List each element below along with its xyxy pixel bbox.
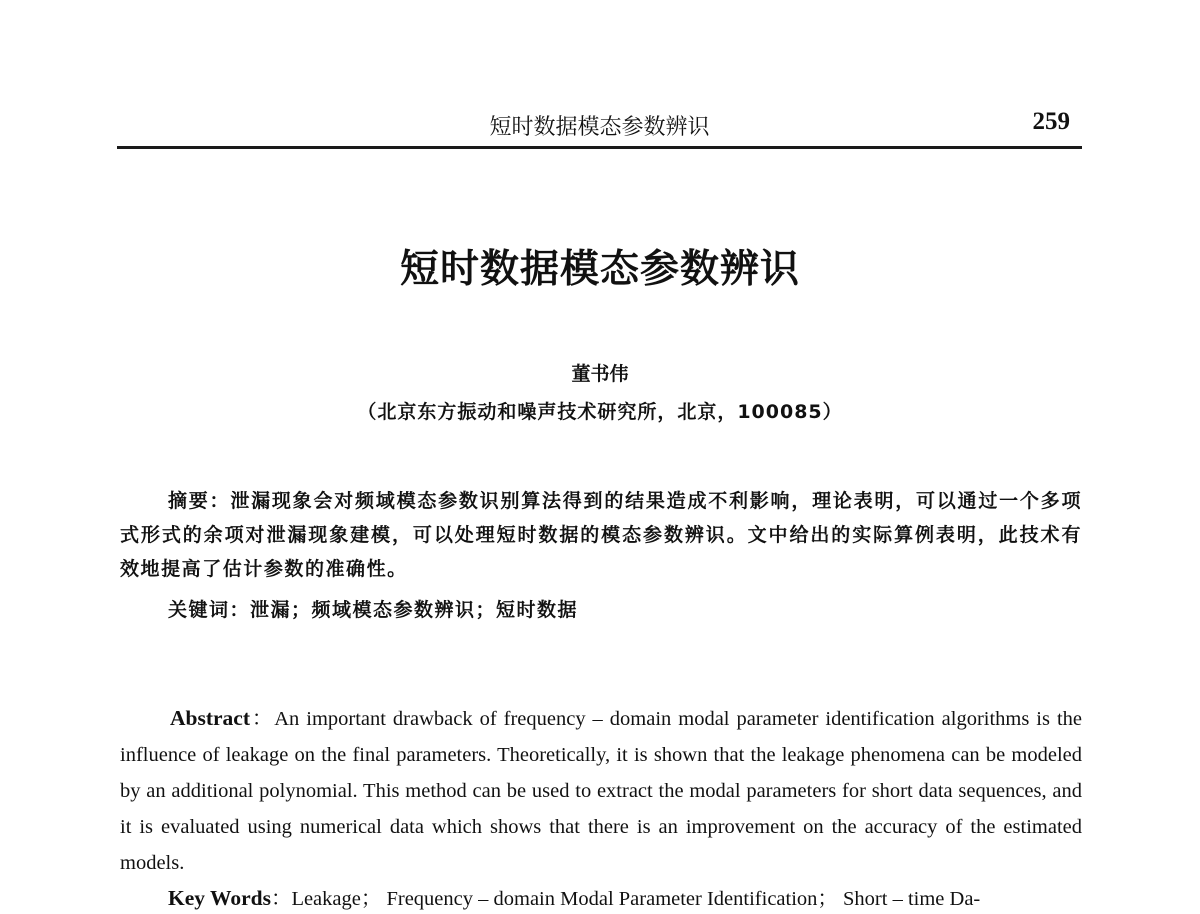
keywords-chinese-text: 泄漏；频域模态参数辨识；短时数据: [250, 599, 579, 621]
paper-title: 短时数据模态参数辨识: [399, 247, 800, 292]
abstract-english-text: An important drawback of frequency – domain modal parameter identification algorithms is the influence of leakage on the final parameters. Theoretically, it is shown that the leakage phenomena can be modeled by an additional polynomial. This method can be used to extract the modal parameters for short data sequences, and it is evaluated using numerical data which shows that there is an improvement on the accuracy of the estimated models.: [120, 708, 1082, 874]
running-title: 短时数据模态参数辨识: [489, 115, 710, 140]
keywords-english-text: Leakage； Frequency – domain Modal Parameter Identification； Short – time Da-: [291, 888, 981, 910]
author-affiliation: （北京东方振动和噪声技术研究所，北京，100085）: [357, 401, 843, 423]
abstract-chinese-text: 泄漏现象会对频域模态参数识别算法得到的结果造成不利影响，理论表明，可以通过一个多项式形式的余项对泄漏现象建模，可以处理短时数据的模态参数辨识。文中给出的实际算例表明，此技术有效地提高了估计参数的准确性。: [120, 490, 1082, 580]
keywords-chinese: [168, 595, 1082, 625]
keywords-chinese-label: 关键词：: [168, 599, 251, 621]
abstract-english-label: Abstract: [170, 706, 251, 730]
abstract-chinese: [120, 484, 1082, 586]
keywords-english-separator: ：: [270, 888, 292, 910]
abstract-chinese-label: 摘要：: [168, 490, 231, 512]
page-number: 259: [1032, 108, 1070, 135]
abstract-english-separator: ：: [250, 708, 275, 730]
keywords-english-label: Key Words: [168, 886, 271, 910]
header-rule: [117, 146, 1082, 149]
running-header: [117, 106, 1082, 146]
abstract-english: [120, 700, 1082, 881]
keywords-english: [168, 880, 1082, 914]
author-name: 董书伟: [571, 363, 629, 385]
